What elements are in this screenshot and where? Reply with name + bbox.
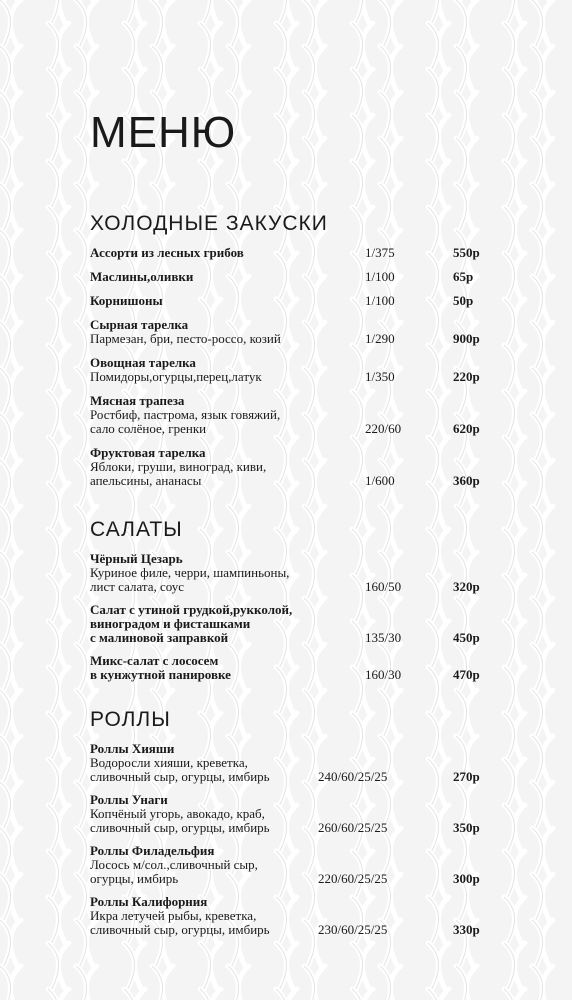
item-name: Маслины,оливки	[90, 269, 194, 284]
item-description: лист салата, соус	[90, 579, 185, 594]
item-name: Роллы Филадельфия	[90, 843, 215, 858]
item-description: Ростбиф, пастрома, язык говяжий,	[90, 407, 281, 422]
item-weight: 240/60/25/25	[318, 769, 388, 784]
item-weight: 220/60/25/25	[318, 871, 388, 886]
item-name: Роллы Унаги	[90, 792, 168, 807]
item-weight: 1/350	[365, 369, 395, 384]
item-description: апельсины, ананасы	[90, 473, 202, 488]
item-description: Пармезан, бри, песто-россо, козий	[90, 331, 281, 346]
item-body	[90, 603, 350, 645]
item-description: сало солёное, гренки	[90, 421, 207, 436]
section-title: РОЛЛЫ	[90, 708, 171, 731]
item-list	[90, 552, 490, 682]
menu-item	[90, 603, 490, 645]
item-name: Микс-салат с лососем	[90, 653, 219, 668]
item-name: Роллы Хияши	[90, 741, 175, 756]
item-body	[90, 356, 350, 384]
item-body	[90, 552, 350, 594]
menu-item	[90, 270, 490, 284]
item-name: Сырная тарелка	[90, 317, 189, 332]
item-description: Икра летучей рыбы, креветка,	[90, 908, 257, 923]
item-price: 550р	[453, 245, 480, 260]
item-body	[90, 742, 350, 784]
item-name: Фруктовая тарелка	[90, 445, 206, 460]
item-name: Чёрный Цезарь	[90, 551, 183, 566]
item-price: 470р	[453, 667, 480, 682]
item-description: Водоросли хияши, креветка,	[90, 755, 248, 770]
item-price: 900р	[453, 331, 480, 346]
section-title: ХОЛОДНЫЕ ЗАКУСКИ	[90, 212, 328, 235]
menu-item	[90, 446, 490, 488]
item-price: 300р	[453, 871, 480, 886]
item-weight: 1/600	[365, 473, 395, 488]
item-description: Яблоки, груши, виноград, киви,	[90, 459, 267, 474]
item-name: с малиновой заправкой	[90, 630, 229, 645]
item-name: Роллы Калифорния	[90, 894, 208, 909]
item-weight: 230/60/25/25	[318, 922, 388, 937]
item-weight: 260/60/25/25	[318, 820, 388, 835]
item-body	[90, 895, 350, 937]
item-price: 330р	[453, 922, 480, 937]
item-body	[90, 394, 350, 436]
item-price: 450р	[453, 630, 480, 645]
menu-item	[90, 246, 490, 260]
item-weight: 1/100	[365, 269, 395, 284]
item-price: 620р	[453, 421, 480, 436]
item-weight: 160/50	[365, 579, 402, 594]
item-description: сливочный сыр, огурцы, имбирь	[90, 769, 270, 784]
section-salads	[90, 518, 490, 691]
item-body	[90, 270, 350, 284]
item-price: 270р	[453, 769, 480, 784]
item-description: Копчёный угорь, авокадо, краб,	[90, 806, 265, 821]
page-title: МЕНЮ	[90, 108, 237, 157]
item-weight: 1/375	[365, 245, 395, 260]
item-weight: 220/60	[365, 421, 402, 436]
item-body	[90, 294, 350, 308]
item-description: Помидоры,огурцы,перец,латук	[90, 369, 262, 384]
item-body	[90, 246, 350, 260]
section-rolls	[90, 708, 490, 946]
item-price: 350р	[453, 820, 480, 835]
menu-item	[90, 552, 490, 594]
item-name: Салат с утиной грудкой,рукколой,	[90, 602, 293, 617]
item-weight: 1/100	[365, 293, 395, 308]
item-price: 320р	[453, 579, 480, 594]
item-body	[90, 844, 350, 886]
item-name: Мясная трапеза	[90, 393, 185, 408]
item-list	[90, 246, 490, 488]
item-description: огурцы, имбирь	[90, 871, 179, 886]
menu-item	[90, 394, 490, 436]
item-price: 360р	[453, 473, 480, 488]
section-title: САЛАТЫ	[90, 518, 183, 541]
menu-item	[90, 793, 490, 835]
menu-item	[90, 294, 490, 308]
item-name: Овощная тарелка	[90, 355, 196, 370]
menu-item	[90, 844, 490, 886]
item-weight: 1/290	[365, 331, 395, 346]
item-price: 220р	[453, 369, 480, 384]
menu-item	[90, 654, 490, 682]
menu-item	[90, 895, 490, 937]
item-body	[90, 318, 350, 346]
item-list	[90, 742, 490, 937]
menu-item	[90, 318, 490, 346]
item-name: Корнишоны	[90, 293, 163, 308]
item-body	[90, 446, 350, 488]
menu-item	[90, 742, 490, 784]
section-cold-appetizers	[90, 212, 490, 498]
item-body	[90, 793, 350, 835]
item-description: Лосось м/сол.,сливочный сыр,	[90, 857, 258, 872]
item-name: виноградом и фисташками	[90, 616, 251, 631]
item-weight: 135/30	[365, 630, 402, 645]
item-body	[90, 654, 350, 682]
menu-item	[90, 356, 490, 384]
item-price: 65р	[453, 269, 474, 284]
item-description: сливочный сыр, огурцы, имбирь	[90, 820, 270, 835]
item-description: сливочный сыр, огурцы, имбирь	[90, 922, 270, 937]
item-name: Ассорти из лесных грибов	[90, 245, 244, 260]
item-description: Куриное филе, черри, шампиньоны,	[90, 565, 290, 580]
item-price: 50р	[453, 293, 474, 308]
item-weight: 160/30	[365, 667, 402, 682]
item-name: в кунжутной панировке	[90, 667, 231, 682]
